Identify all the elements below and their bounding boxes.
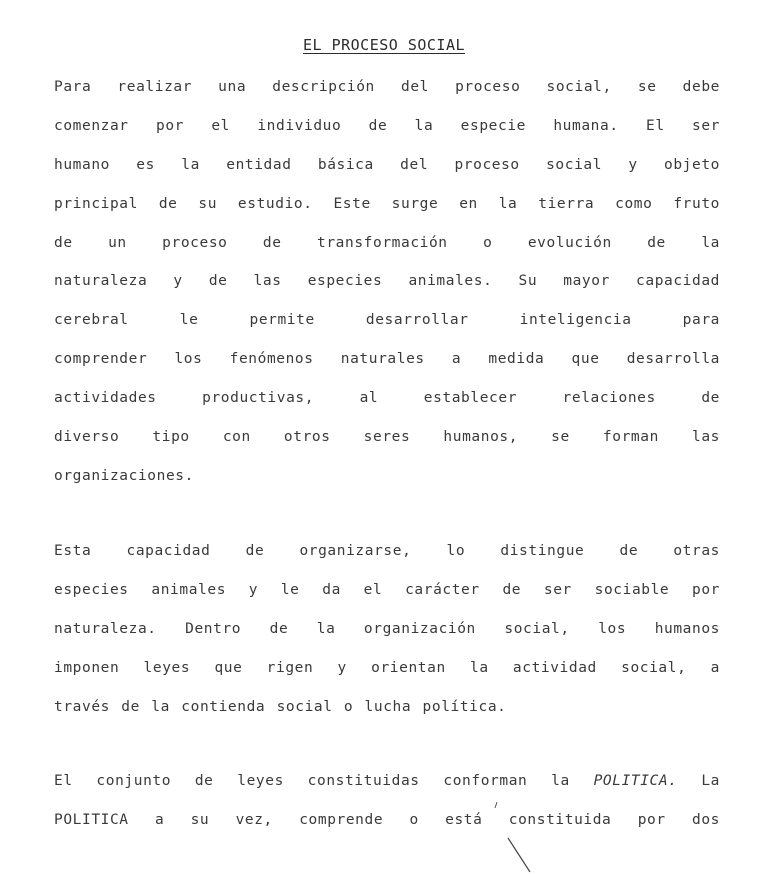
title-text: EL PROCESO SOCIAL — [302, 36, 466, 54]
paragraph-2-line: imponen leyes que rigen y orientan la actividad social, a — [54, 660, 720, 676]
paragraph-1-line: organizaciones. — [54, 468, 194, 484]
paragraph-1-line: humano es la entidad básica del proceso social y objeto — [54, 157, 720, 173]
line-text: La — [701, 773, 720, 789]
paragraph-1-line: actividades productivas, al establecer relaciones de — [54, 390, 720, 406]
paragraph-1-line: cerebral le permite desarrollar inteligencia para — [54, 312, 720, 328]
line-text: El conjunto de leyes constituidas conforman la — [54, 773, 570, 789]
document-title — [0, 36, 768, 54]
paragraph-1-line: principal de su estudio. Este surge en la tierra como fruto — [54, 196, 720, 212]
paragraph-1-line: diverso tipo con otros seres humanos, se forman las — [54, 429, 720, 445]
paragraph-1-line: comprender los fenómenos naturales a medida que desarrolla — [54, 351, 720, 367]
paragraph-1-line: Para realizar una descripción del proceso social, se debe — [54, 79, 720, 95]
pen-stroke — [495, 802, 497, 808]
paragraph-2-line: Esta capacidad de organizarse, lo distingue de otras — [54, 543, 720, 559]
paragraph-1-line: comenzar por el individuo de la especie humana. El ser — [54, 118, 720, 134]
politica-italic: POLITICA. — [593, 773, 678, 789]
paragraph-3-line: POLITICA a su vez, comprende o está constituida por dos — [54, 812, 720, 828]
paragraph-2-line: naturaleza. Dentro de la organización social, los humanos — [54, 621, 720, 637]
paragraph-3-line — [54, 771, 720, 791]
paragraph-1-line: naturaleza y de las especies animales. Su mayor capacidad — [54, 273, 720, 289]
pen-stroke — [508, 838, 530, 872]
paragraph-1-line: de un proceso de transformación o evolución de la — [54, 235, 720, 251]
paragraph-2-line: especies animales y le da el carácter de ser sociable por — [54, 582, 720, 598]
paragraph-2-line: través de la contienda social o lucha política. — [54, 699, 507, 715]
